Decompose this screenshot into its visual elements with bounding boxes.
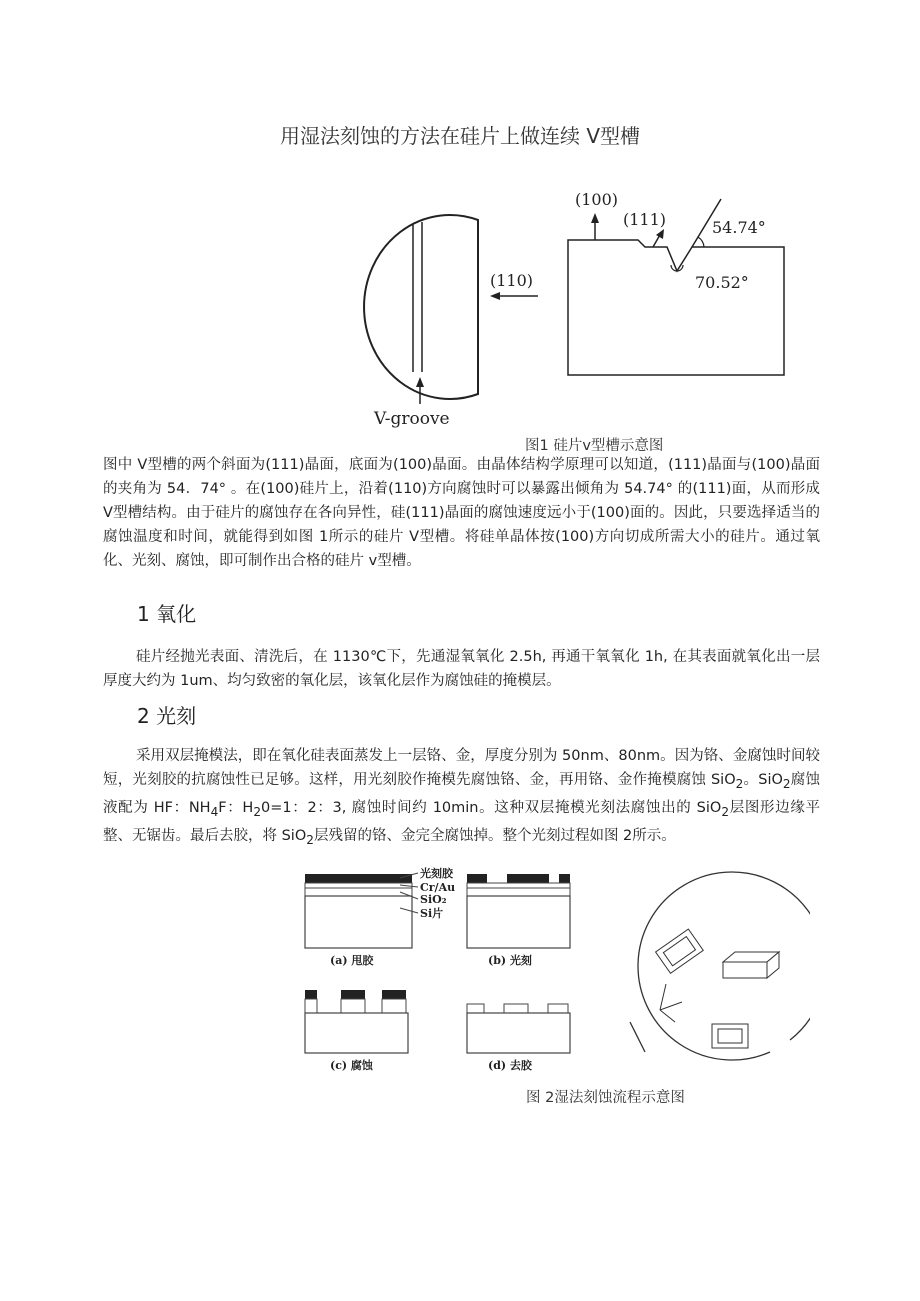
svg-text:光刻胶: 光刻胶 (420, 867, 453, 880)
direction-111-label: (111) (623, 210, 667, 229)
substrate-outline (568, 240, 784, 375)
svg-text:Cr/Au: Cr/Au (420, 881, 456, 894)
figure2-caption: 图 2湿法刻蚀流程示意图 (526, 1090, 685, 1106)
section1-heading: 1 氧化 (137, 602, 197, 626)
v-groove-cross-section (565, 185, 790, 380)
v-groove-label: V-groove (374, 409, 450, 429)
step-d-diagram (467, 1004, 570, 1072)
wafer-direction-label: (110) (490, 271, 534, 290)
wafer-pattern-diagram (630, 872, 810, 1060)
etching-process-diagram (300, 862, 810, 1080)
section1-paragraph: 硅片经抛光表面、清洗后，在 1130℃下，先通湿氧氧化 2.5h, 再通干氧氧化 1h, 在其表面就氧化出一层厚度大约为 1um、均匀致密的氧化层，该氧化层作为腐蚀硅的掩模层。 (103, 649, 820, 689)
page-title: 用湿法刻蚀的方法在硅片上做连续 V型槽 (279, 124, 641, 148)
svg-text:(d) 去胶: (d) 去胶 (488, 1059, 532, 1072)
section2-heading: 2 光刻 (137, 704, 197, 728)
step-b-diagram (467, 874, 570, 967)
angle-top-label: 54.74° (712, 218, 766, 237)
step-a-diagram (305, 866, 455, 967)
angle-bottom-label: 70.52° (695, 273, 749, 292)
intro-paragraph: 图中 V型槽的两个斜面为(111)晶面，底面为(100)晶面。由晶体结构学原理可以知道，(111)晶面与(100)晶面的夹角为 54．74° 。在(100)硅片上，沿着(110)方向腐蚀时可以暴露出倾角为 54.74° 的(111)面，从而形成 V型槽结构。由于硅片的腐蚀存在各向异性，硅(111)晶面的腐蚀速度远小于(100)面的。因此，只要选择适当的腐蚀温度和时间，就能得到如图 1所示的硅片 V型槽。将硅单晶体按(100)方向切成所需大小的硅片。通过氧化、光刻、腐蚀，即可制作出合格的硅片 v型槽。 (103, 457, 820, 569)
svg-text:(a) 甩胶: (a) 甩胶 (330, 954, 374, 967)
figure1-caption: 图1 硅片v型槽示意图 (525, 438, 664, 454)
step-c-diagram (305, 990, 408, 1072)
wafer-outline (364, 215, 478, 399)
direction-100-label: (100) (575, 190, 619, 209)
wafer-diagram (340, 212, 550, 432)
svg-text:(c) 腐蚀: (c) 腐蚀 (330, 1059, 373, 1072)
svg-text:Si片: Si片 (420, 907, 444, 920)
svg-text:SiO₂: SiO₂ (420, 893, 447, 906)
svg-text:(b) 光刻: (b) 光刻 (488, 954, 532, 967)
section2-paragraph: 采用双层掩模法，即在氧化硅表面蒸发上一层铬、金，厚度分别为 50nm、80nm。因为铬、金腐蚀时间较短，光刻胶的抗腐蚀性已足够。这样，用光刻胶作掩模先腐蚀铬、金，再用铬、金作掩模腐蚀 SiO$_2$。SiO$_2$腐蚀液配为 HF：$NH_4F$：$H_20=1$：2：3, 腐蚀时间约 10min。这种双层掩模光刻法腐蚀出的 SiO$_2$层图形边缘平整、无锯齿。最后去胶，将 SiO$_2$层残留的铬、金完全腐蚀掉。整个光刻过程如图 2所示。 (103, 748, 821, 847)
